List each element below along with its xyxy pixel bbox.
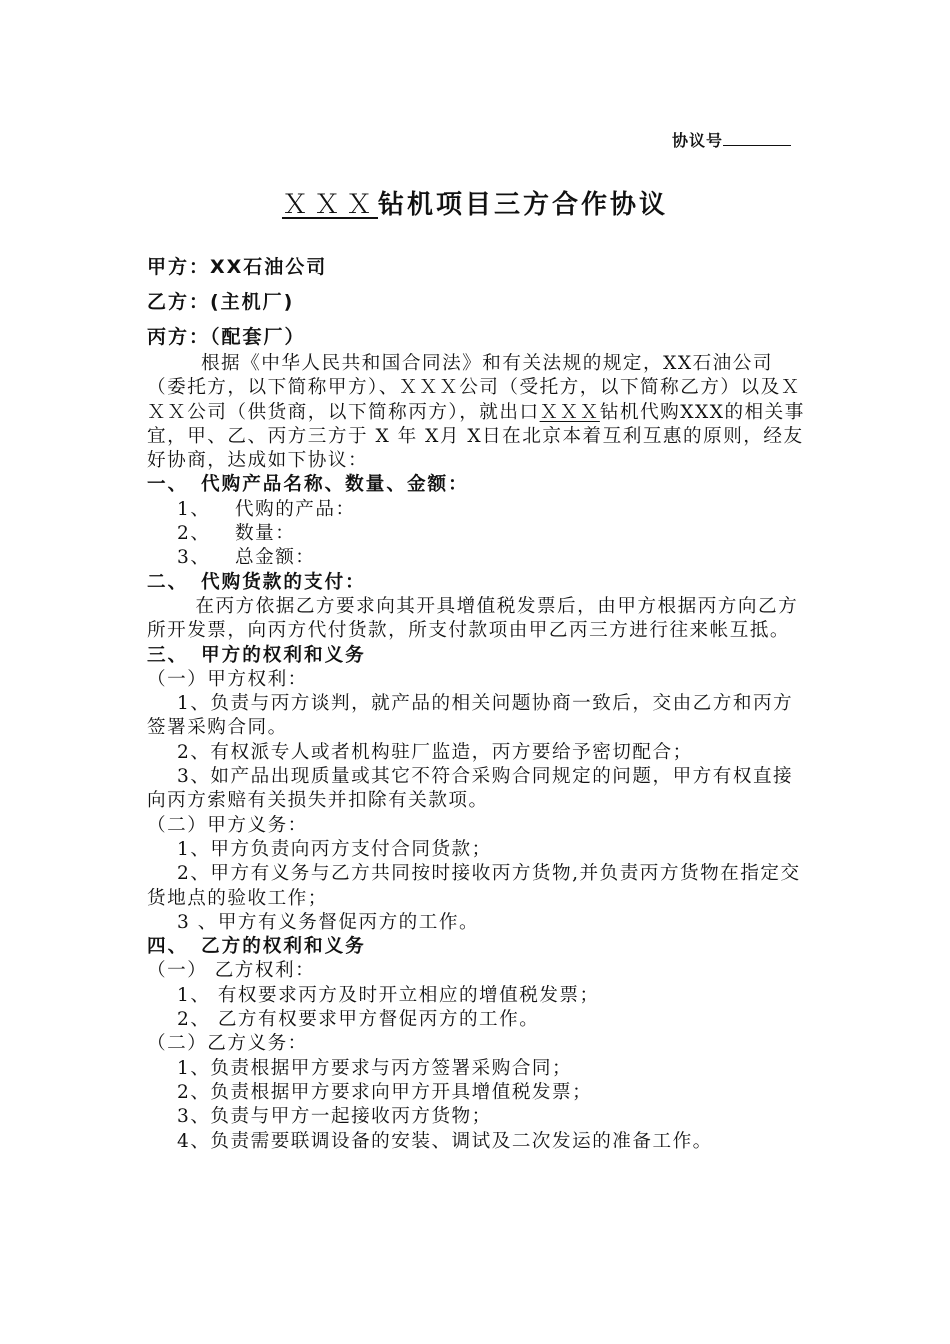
list-item: 1、 代购的产品： bbox=[177, 498, 356, 520]
section-2-text: 在丙方依据乙方要求向其开具增值税发票后，由甲方根据丙方向乙方所开发票，向丙方代付货款，所支付款项由甲乙丙三方进行往来帐互抵。 bbox=[147, 595, 799, 642]
agreement-number-blank bbox=[723, 131, 791, 146]
list-item: 3、负责与甲方一起接收丙方货物； bbox=[177, 1106, 492, 1128]
document-title bbox=[0, 184, 950, 221]
list-item: 1、负责根据甲方要求与丙方签署采购合同； bbox=[177, 1057, 573, 1079]
agreement-number bbox=[672, 128, 791, 151]
section-4-heading: 四、 乙方的权利和义务 bbox=[147, 936, 366, 958]
section-2-heading: 二、 代购货款的支付： bbox=[147, 571, 366, 593]
title-main: 钻机项目三方合作协议 bbox=[378, 190, 669, 220]
list-item: 3 、甲方有义务督促丙方的工作。 bbox=[177, 911, 480, 933]
title-prefix: ＸＸＸ bbox=[281, 190, 378, 220]
agreement-number-label: 协议号 bbox=[672, 131, 724, 150]
list-item: 2、负责根据甲方要求向甲方开具增值税发票； bbox=[177, 1081, 593, 1103]
party-c: 丙方：（配套厂） bbox=[147, 326, 306, 348]
section-3-heading: 三、 甲方的权利和义务 bbox=[147, 644, 366, 666]
list-item: 2、甲方有义务与乙方共同按时接收丙方货物,并负责丙方货物在指定交货地点的验收工作； bbox=[147, 863, 801, 909]
party-a: 甲方：XX石油公司 bbox=[147, 256, 328, 278]
section-4-rights-title: （一） 乙方权利： bbox=[147, 960, 316, 982]
list-item: 2、 乙方有权要求甲方督促丙方的工作。 bbox=[177, 1009, 540, 1031]
section-3-rights-title: （一）甲方权利： bbox=[147, 668, 308, 690]
list-item: 3、如产品出现质量或其它不符合采购合同规定的问题，甲方有权直接向丙方索赔有关损失并扣除有关款项。 bbox=[147, 766, 794, 812]
list-item: 1、甲方负责向丙方支付合同货款； bbox=[177, 838, 492, 860]
list-item: 1、负责与丙方谈判，就产品的相关问题协商一致后，交由乙方和丙方签署采购合同。 bbox=[147, 693, 794, 739]
list-item: 3、 总金额： bbox=[177, 547, 316, 569]
section-4-duties-title: （二）乙方义务： bbox=[147, 1033, 308, 1055]
intro-paragraph: 根据《中华人民共和国合同法》和有关法规的规定，XX石油公司（委托方，以下简称甲方）、ＸＸＸ公司（受托方，以下简称乙方）以及ＸＸＸ公司（供货商，以下简称丙方），就出口ＸＸＸ钻机代购XXX的相关事宜，甲、乙、丙方三方于 X 年 X月 X日在北京本着互利互惠的原则，经友好协商，达成如下协议： bbox=[147, 353, 805, 472]
list-item: 2、有权派专人或者机构驻厂监造，丙方要给予密切配合； bbox=[177, 741, 693, 763]
list-item: 4、负责需要联调设备的安装、调试及二次发运的准备工作。 bbox=[177, 1130, 713, 1152]
party-b: 乙方：(主机厂) bbox=[147, 291, 295, 313]
intro-underlined: ＸＸＸ bbox=[539, 401, 600, 423]
list-item: 1、 有权要求丙方及时开立相应的增值税发票； bbox=[177, 984, 600, 1006]
list-item: 2、 数量： bbox=[177, 523, 296, 545]
section-1-heading: 一、 代购产品名称、数量、金额： bbox=[147, 474, 469, 496]
section-3-duties-title: （二）甲方义务： bbox=[147, 814, 308, 836]
agreement-body bbox=[147, 352, 807, 1154]
